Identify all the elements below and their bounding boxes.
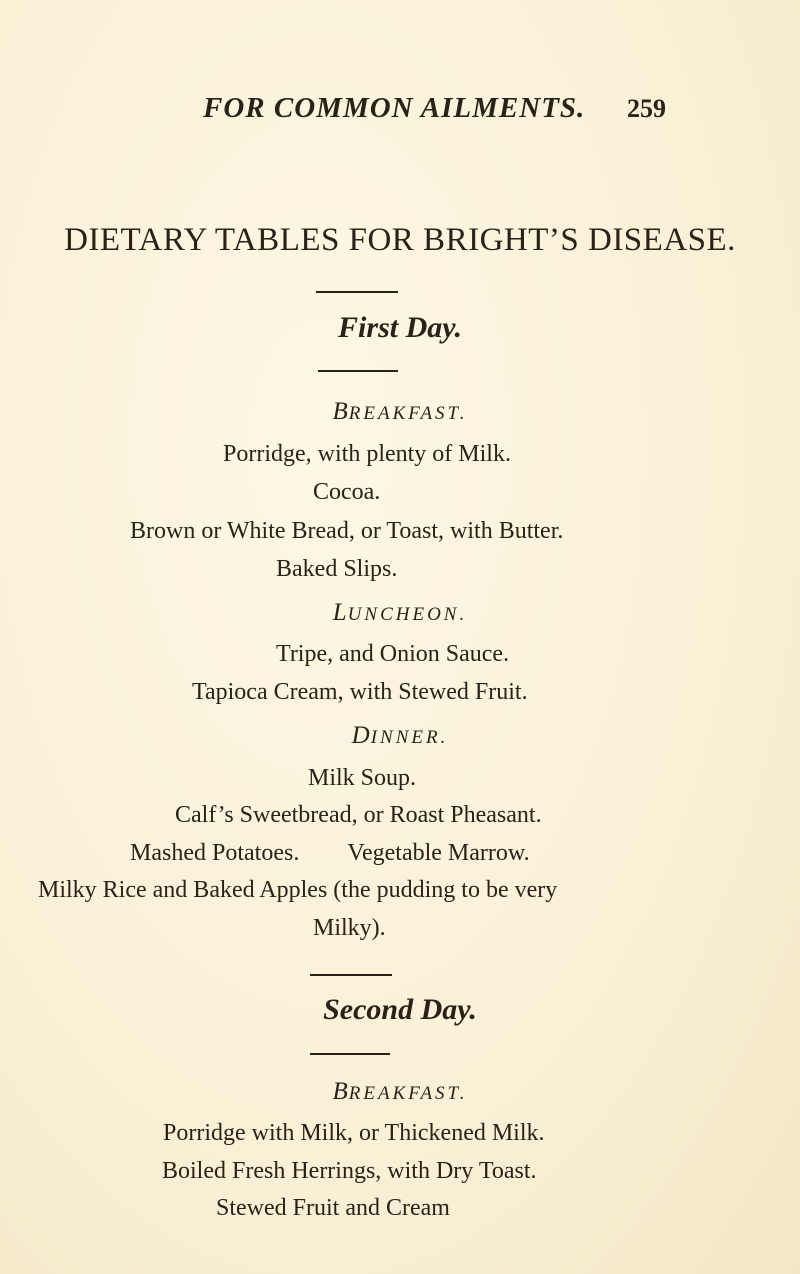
menu-item: Tripe, and Onion Sauce. [276, 641, 510, 667]
menu-item: Boiled Fresh Herrings, with Dry Toast. [162, 1158, 537, 1184]
divider-rule [318, 370, 398, 372]
meal-heading-luncheon: LUNCHEON. [332, 599, 468, 626]
page-title: DIETARY TABLES FOR BRIGHT’S DISEASE. [64, 222, 736, 258]
divider-rule [310, 974, 392, 976]
menu-item: Porridge with Milk, or Thickened Milk. [163, 1120, 545, 1146]
page-number: 259 [627, 94, 666, 123]
menu-item: Mashed Potatoes. [130, 840, 300, 866]
menu-item: Vegetable Marrow. [347, 840, 530, 866]
meal-heading-breakfast: BREAKFAST. [332, 1078, 468, 1105]
meal-heading-breakfast: BREAKFAST. [332, 398, 468, 425]
menu-item: Milky). [313, 915, 386, 941]
divider-rule [310, 1053, 390, 1055]
running-title: FOR COMMON AILMENTS. [203, 92, 586, 124]
day-title-first: First Day. [338, 311, 462, 344]
menu-item: Cocoa. [313, 479, 381, 505]
divider-rule [316, 291, 398, 293]
menu-item: Brown or White Bread, or Toast, with Butter. [130, 518, 564, 544]
meal-heading-dinner: DINNER. [351, 722, 449, 749]
day-title-second: Second Day. [323, 993, 477, 1026]
menu-item: Calf’s Sweetbread, or Roast Pheasant. [175, 802, 542, 828]
running-header [0, 92, 800, 132]
menu-item: Stewed Fruit and Cream [216, 1195, 450, 1221]
menu-item: Milky Rice and Baked Apples (the pudding to be very [38, 877, 558, 903]
menu-item: Tapioca Cream, with Stewed Fruit. [192, 679, 528, 705]
menu-item: Baked Slips. [276, 556, 398, 582]
menu-item: Milk Soup. [308, 765, 417, 791]
menu-item-pair [130, 840, 530, 867]
menu-item: Porridge, with plenty of Milk. [223, 441, 511, 467]
